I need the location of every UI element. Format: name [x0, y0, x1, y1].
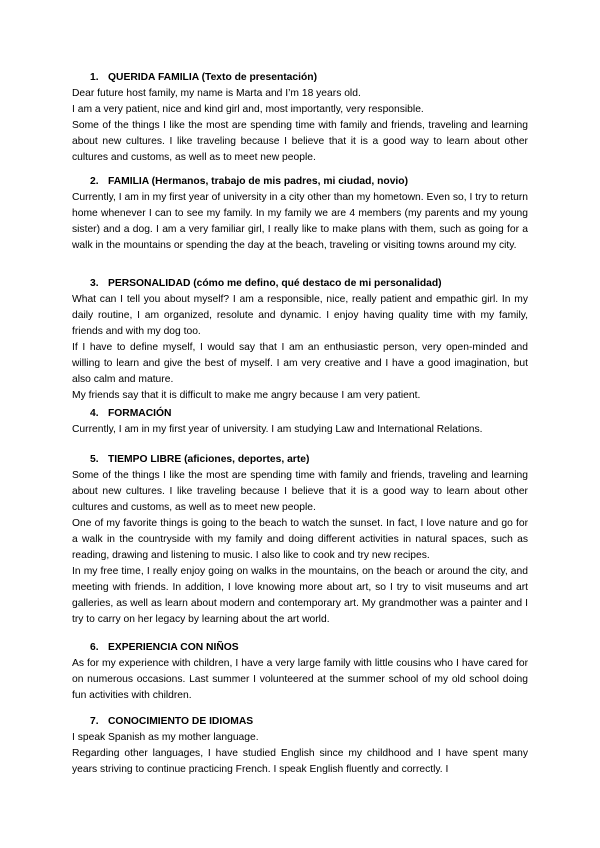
- section-title: FORMACIÓN: [108, 408, 172, 419]
- paragraph: Some of the things I like the most are spending time with family and friends, traveling and learning about new cultures. I like traveling because I believe that it is a good way to learn about other cultures and customs, as well as to meet new people.: [72, 120, 528, 163]
- section-number: 4.: [90, 408, 99, 419]
- section-number: 7.: [90, 716, 99, 727]
- paragraph: As for my experience with children, I have a very large family with little cousins who I have cared for on numerous occasions. Last summer I volunteered at the summer school of my old school doing fun activities with children.: [72, 658, 528, 701]
- paragraph: One of my favorite things is going to the beach to watch the sunset. In fact, I love nature and go for a walk in the countryside with my family and doing different activities in natural spaces, such as reading, drawing and listening to music. I also like to cook and try new recipes.: [72, 518, 528, 561]
- section-languages: [72, 714, 528, 778]
- section-title: CONOCIMIENTO DE IDIOMAS: [108, 716, 254, 727]
- section-heading: [90, 70, 528, 86]
- paragraph: My friends say that it is difficult to make me angry because I am very patient.: [72, 390, 421, 401]
- section-presentation: [72, 70, 528, 166]
- section-title: PERSONALIDAD (cómo me defino, qué destaco de mi personalidad): [108, 278, 442, 289]
- section-heading: [90, 452, 528, 468]
- section-personality: [72, 276, 528, 404]
- paragraph: Currently, I am in my first year of university in a city other than my hometown. Even so, I try to return home whenever I can to see my family. In my family we are 4 members (my parents and my young sister) and a dog. I am a very familiar girl, I really like to make plans with them, such as going for a walk in the mountains or spending the day at the beach, traveling or visiting towns around my city.: [72, 192, 528, 251]
- paragraph: If I have to define myself, I would say that I am an enthusiastic person, very open-minded and willing to learn and give the best of myself. I am very creative and I have a good imagination, but also calm and mature.: [72, 342, 528, 385]
- section-family: [72, 174, 528, 254]
- section-title: EXPERIENCIA CON NIÑOS: [108, 642, 239, 653]
- paragraph: In my free time, I really enjoy going on walks in the mountains, on the beach or around the city, and meeting with friends. In addition, I love knowing more about art, so I try to visit museums and art galleries, as well as learn about modern and contemporary art. My grandmother was a painter and I try to carry on her legacy by learning about the art world.: [72, 566, 528, 625]
- paragraph: Currently, I am in my first year of university. I am studying Law and International Relations.: [72, 424, 483, 435]
- paragraph: Regarding other languages, I have studied English since my childhood and I have spent many years striving to continue practicing French. I speak English fluently and correctly. I: [72, 748, 528, 775]
- section-title: FAMILIA (Hermanos, trabajo de mis padres, mi ciudad, novio): [108, 176, 408, 187]
- section-number: 5.: [90, 454, 99, 465]
- paragraph: What can I tell you about myself? I am a responsible, nice, really patient and empathic girl. In my daily routine, I am organized, resolute and dynamic. I enjoy having quality time with my family, friends and with my dog too.: [72, 294, 528, 337]
- section-title: QUERIDA FAMILIA (Texto de presentación): [108, 72, 318, 83]
- section-number: 2.: [90, 176, 99, 187]
- paragraph: Some of the things I like the most are spending time with family and friends, traveling and learning about new cultures. I like traveling because I believe that it is a good way to learn about other cultures and customs, as well as to meet new people.: [72, 470, 528, 513]
- section-education: [72, 406, 528, 438]
- section-heading: [90, 640, 528, 656]
- section-free-time: [72, 452, 528, 628]
- section-heading: [90, 174, 528, 190]
- paragraph: I speak Spanish as my mother language.: [72, 732, 259, 743]
- paragraph: I am a very patient, nice and kind girl and, most importantly, very responsible.: [72, 104, 424, 115]
- section-number: 6.: [90, 642, 99, 653]
- section-number: 1.: [90, 72, 99, 83]
- section-title: TIEMPO LIBRE (aficiones, deportes, arte): [108, 454, 310, 465]
- section-heading: [90, 714, 528, 730]
- section-number: 3.: [90, 278, 99, 289]
- section-heading: [90, 406, 528, 422]
- section-heading: [90, 276, 528, 292]
- paragraph: Dear future host family, my name is Marta and I’m 18 years old.: [72, 88, 361, 99]
- section-experience-children: [72, 640, 528, 704]
